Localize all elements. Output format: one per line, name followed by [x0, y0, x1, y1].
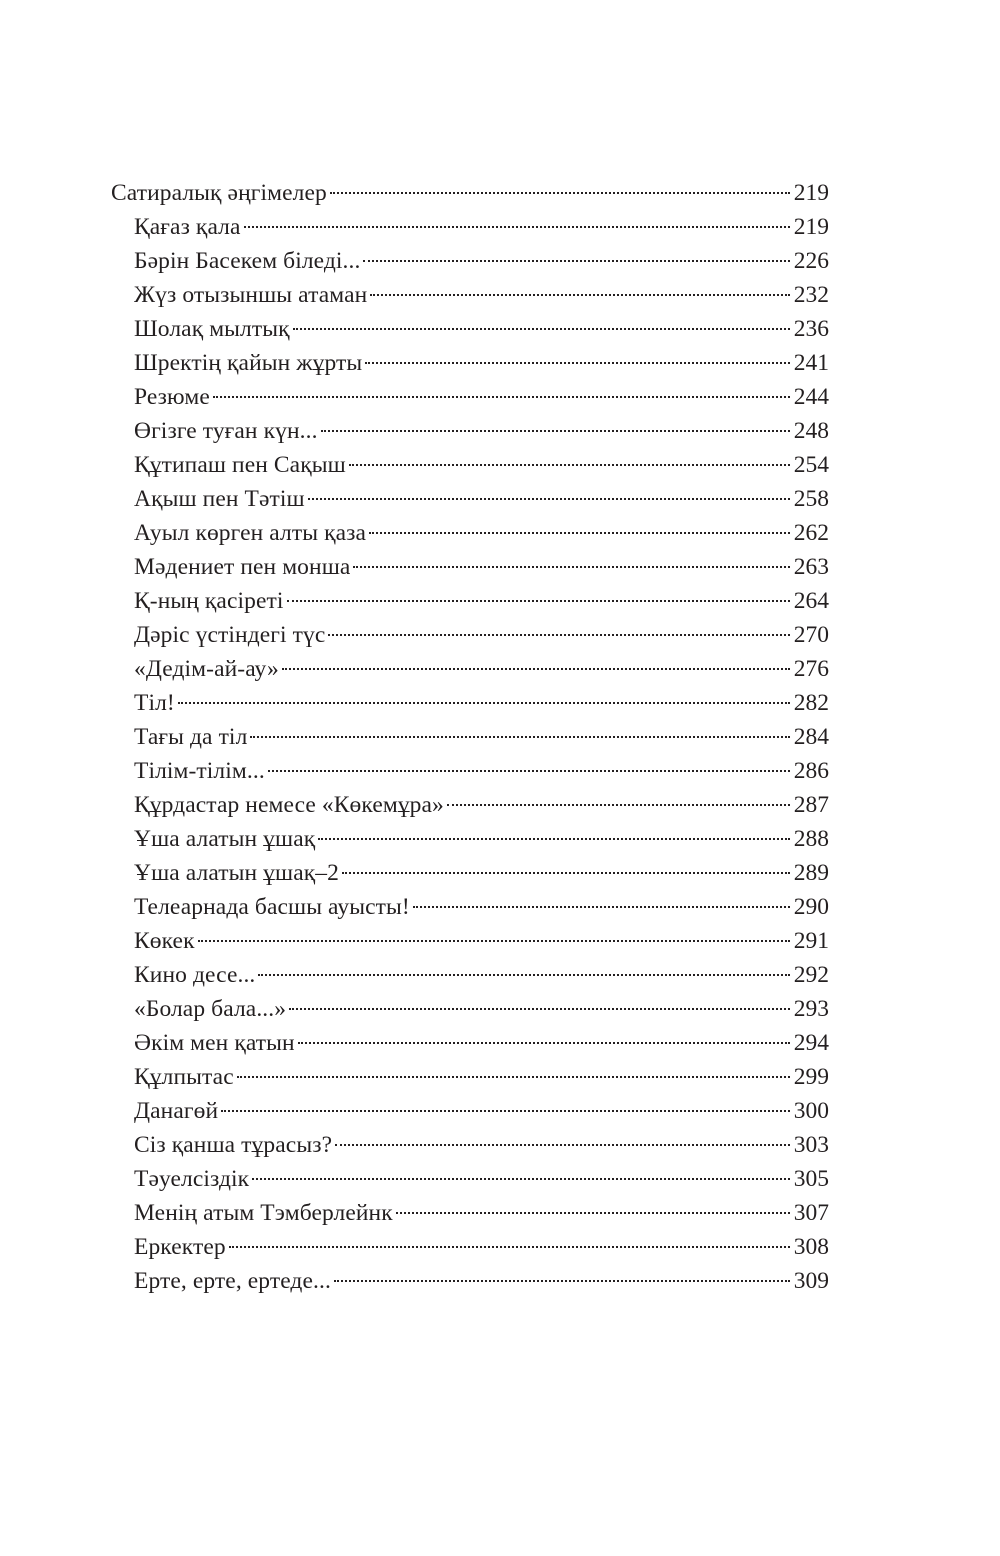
dot-leader [213, 396, 790, 398]
toc-entry-title: Өгізге туған күн... [134, 418, 318, 444]
toc-entry [111, 890, 829, 924]
toc-entry-title: Тіл! [134, 690, 175, 716]
toc-entry [111, 1060, 829, 1094]
toc-entry-title: «Дедім-ай-ау» [134, 656, 279, 682]
dot-leader [237, 1076, 790, 1078]
toc-entry [111, 244, 829, 278]
toc-entry-page: 287 [793, 792, 829, 818]
toc-entry-title: Мәдениет пен монша [134, 554, 351, 580]
toc-entry [111, 1128, 829, 1162]
dot-leader [287, 600, 790, 602]
toc-entry-title: Ақыш пен Тәтіш [134, 486, 305, 512]
toc-entry-list [111, 210, 829, 1298]
toc-entry-title: Ауыл көрген алты қаза [134, 520, 367, 546]
toc-entry [111, 720, 829, 754]
toc-entry-page: 308 [793, 1234, 829, 1260]
dot-leader [369, 532, 790, 534]
toc-entry [111, 1094, 829, 1128]
toc-entry-page: 270 [793, 622, 829, 648]
toc-entry [111, 958, 829, 992]
toc-entry [111, 822, 829, 856]
dot-leader [334, 1280, 790, 1282]
dot-leader [363, 260, 789, 262]
dot-leader [252, 1178, 790, 1180]
dot-leader [258, 974, 789, 976]
dot-leader [293, 328, 790, 330]
dot-leader [298, 1042, 790, 1044]
dot-leader [244, 226, 790, 228]
toc-entry-title: Қ-ның қасіреті [134, 588, 284, 614]
dot-leader [308, 498, 790, 500]
table-of-contents [111, 176, 829, 1298]
toc-entry [111, 346, 829, 380]
toc-entry-title: Бәрін Басекем біледі... [134, 248, 361, 274]
toc-entry-page: 309 [793, 1268, 829, 1294]
toc-entry [111, 550, 829, 584]
toc-entry-title: Ұша алатын ұшақ–2 [134, 860, 339, 886]
dot-leader [447, 804, 790, 806]
toc-entry [111, 924, 829, 958]
toc-entry-page: 241 [793, 350, 829, 376]
toc-entry-page: 244 [793, 384, 829, 410]
dot-leader [229, 1246, 790, 1248]
toc-entry [111, 992, 829, 1026]
toc-entry-title: Құлпытас [134, 1064, 234, 1090]
toc-entry-page: 288 [793, 826, 829, 852]
toc-entry-title: Ерте, ерте, ертеде... [134, 1268, 331, 1294]
dot-leader [268, 770, 790, 772]
toc-entry-page: 293 [793, 996, 829, 1022]
dot-leader [289, 1008, 790, 1010]
dot-leader [342, 872, 790, 874]
toc-entry [111, 618, 829, 652]
toc-entry-page: 263 [793, 554, 829, 580]
dot-leader [353, 566, 789, 568]
dot-leader [178, 702, 790, 704]
dot-leader [250, 736, 789, 738]
toc-entry-page: 292 [793, 962, 829, 988]
dot-leader [335, 1144, 790, 1146]
toc-entry-title: Еркектер [134, 1234, 226, 1260]
toc-entry-title: «Болар бала...» [134, 996, 287, 1022]
dot-leader [318, 838, 789, 840]
dot-leader [349, 464, 790, 466]
toc-entry-page: 300 [793, 1098, 829, 1124]
toc-entry-title: Әкім мен қатын [134, 1030, 295, 1056]
toc-entry-title: Шолақ мылтық [134, 316, 290, 342]
dot-leader [370, 294, 789, 296]
toc-entry-page: 248 [793, 418, 829, 444]
toc-entry-title: Дәріс үстіндегі түс [134, 622, 326, 648]
toc-entry-page: 282 [793, 690, 829, 716]
toc-entry [111, 788, 829, 822]
toc-entry-title: Қағаз қала [134, 214, 241, 240]
toc-entry-page: 236 [793, 316, 829, 342]
toc-entry-title: Телеарнада басшы ауысты! [134, 894, 410, 920]
toc-entry-title: Данагөй [134, 1098, 219, 1124]
toc-entry-title: Кино десе... [134, 962, 256, 988]
toc-entry [111, 584, 829, 618]
toc-entry-title: Шректің қайын жұрты [134, 350, 363, 376]
toc-entry-page: 291 [793, 928, 829, 954]
toc-entry-title: Көкек [134, 928, 195, 954]
dot-leader [282, 668, 790, 670]
toc-entry-page: 226 [793, 248, 829, 274]
toc-entry-title: Менің атым Тэмберлейнк [134, 1200, 393, 1226]
toc-entry [111, 1264, 829, 1298]
dot-leader [330, 192, 790, 194]
toc-entry-title: Тағы да тіл [134, 724, 248, 750]
toc-entry [111, 1162, 829, 1196]
toc-section-title: Сатиралық әңгімелер [111, 180, 327, 206]
toc-entry-page: 276 [793, 656, 829, 682]
toc-entry [111, 754, 829, 788]
toc-entry [111, 414, 829, 448]
toc-entry-title: Ұша алатын ұшақ [134, 826, 316, 852]
toc-entry [111, 1230, 829, 1264]
toc-entry-title: Сіз қанша тұрасыз? [134, 1132, 333, 1158]
dot-leader [365, 362, 789, 364]
toc-entry-title: Жүз отызыншы атаман [134, 282, 368, 308]
toc-entry [111, 448, 829, 482]
toc-entry [111, 652, 829, 686]
dot-leader [221, 1110, 790, 1112]
toc-entry-page: 307 [793, 1200, 829, 1226]
toc-entry-title: Құрдастар немесе «Көкемұра» [134, 792, 444, 818]
toc-entry-page: 286 [793, 758, 829, 784]
dot-leader [321, 430, 790, 432]
toc-entry [111, 312, 829, 346]
toc-entry-page: 294 [793, 1030, 829, 1056]
toc-entry [111, 278, 829, 312]
toc-entry [111, 516, 829, 550]
toc-entry [111, 380, 829, 414]
toc-entry-title: Тәуелсіздік [134, 1166, 250, 1192]
toc-entry [111, 1026, 829, 1060]
toc-entry [111, 1196, 829, 1230]
toc-entry [111, 686, 829, 720]
dot-leader [328, 634, 789, 636]
toc-entry-title: Құтипаш пен Сақыш [134, 452, 346, 478]
toc-entry-page: 258 [793, 486, 829, 512]
toc-entry-page: 290 [793, 894, 829, 920]
dot-leader [396, 1212, 790, 1214]
dot-leader [413, 906, 790, 908]
toc-entry-title: Резюме [134, 384, 210, 410]
toc-entry [111, 210, 829, 244]
toc-entry-page: 254 [793, 452, 829, 478]
toc-section-page: 219 [793, 180, 829, 206]
toc-entry-page: 289 [793, 860, 829, 886]
toc-section-heading [111, 176, 829, 210]
toc-entry-page: 284 [793, 724, 829, 750]
toc-entry-page: 232 [793, 282, 829, 308]
toc-entry-page: 264 [793, 588, 829, 614]
dot-leader [198, 940, 790, 942]
toc-entry-page: 219 [793, 214, 829, 240]
toc-entry-page: 299 [793, 1064, 829, 1090]
toc-entry [111, 856, 829, 890]
toc-entry-title: Тілім-тілім... [134, 758, 265, 784]
toc-entry-page: 305 [793, 1166, 829, 1192]
toc-entry-page: 303 [793, 1132, 829, 1158]
toc-entry-page: 262 [793, 520, 829, 546]
toc-entry [111, 482, 829, 516]
